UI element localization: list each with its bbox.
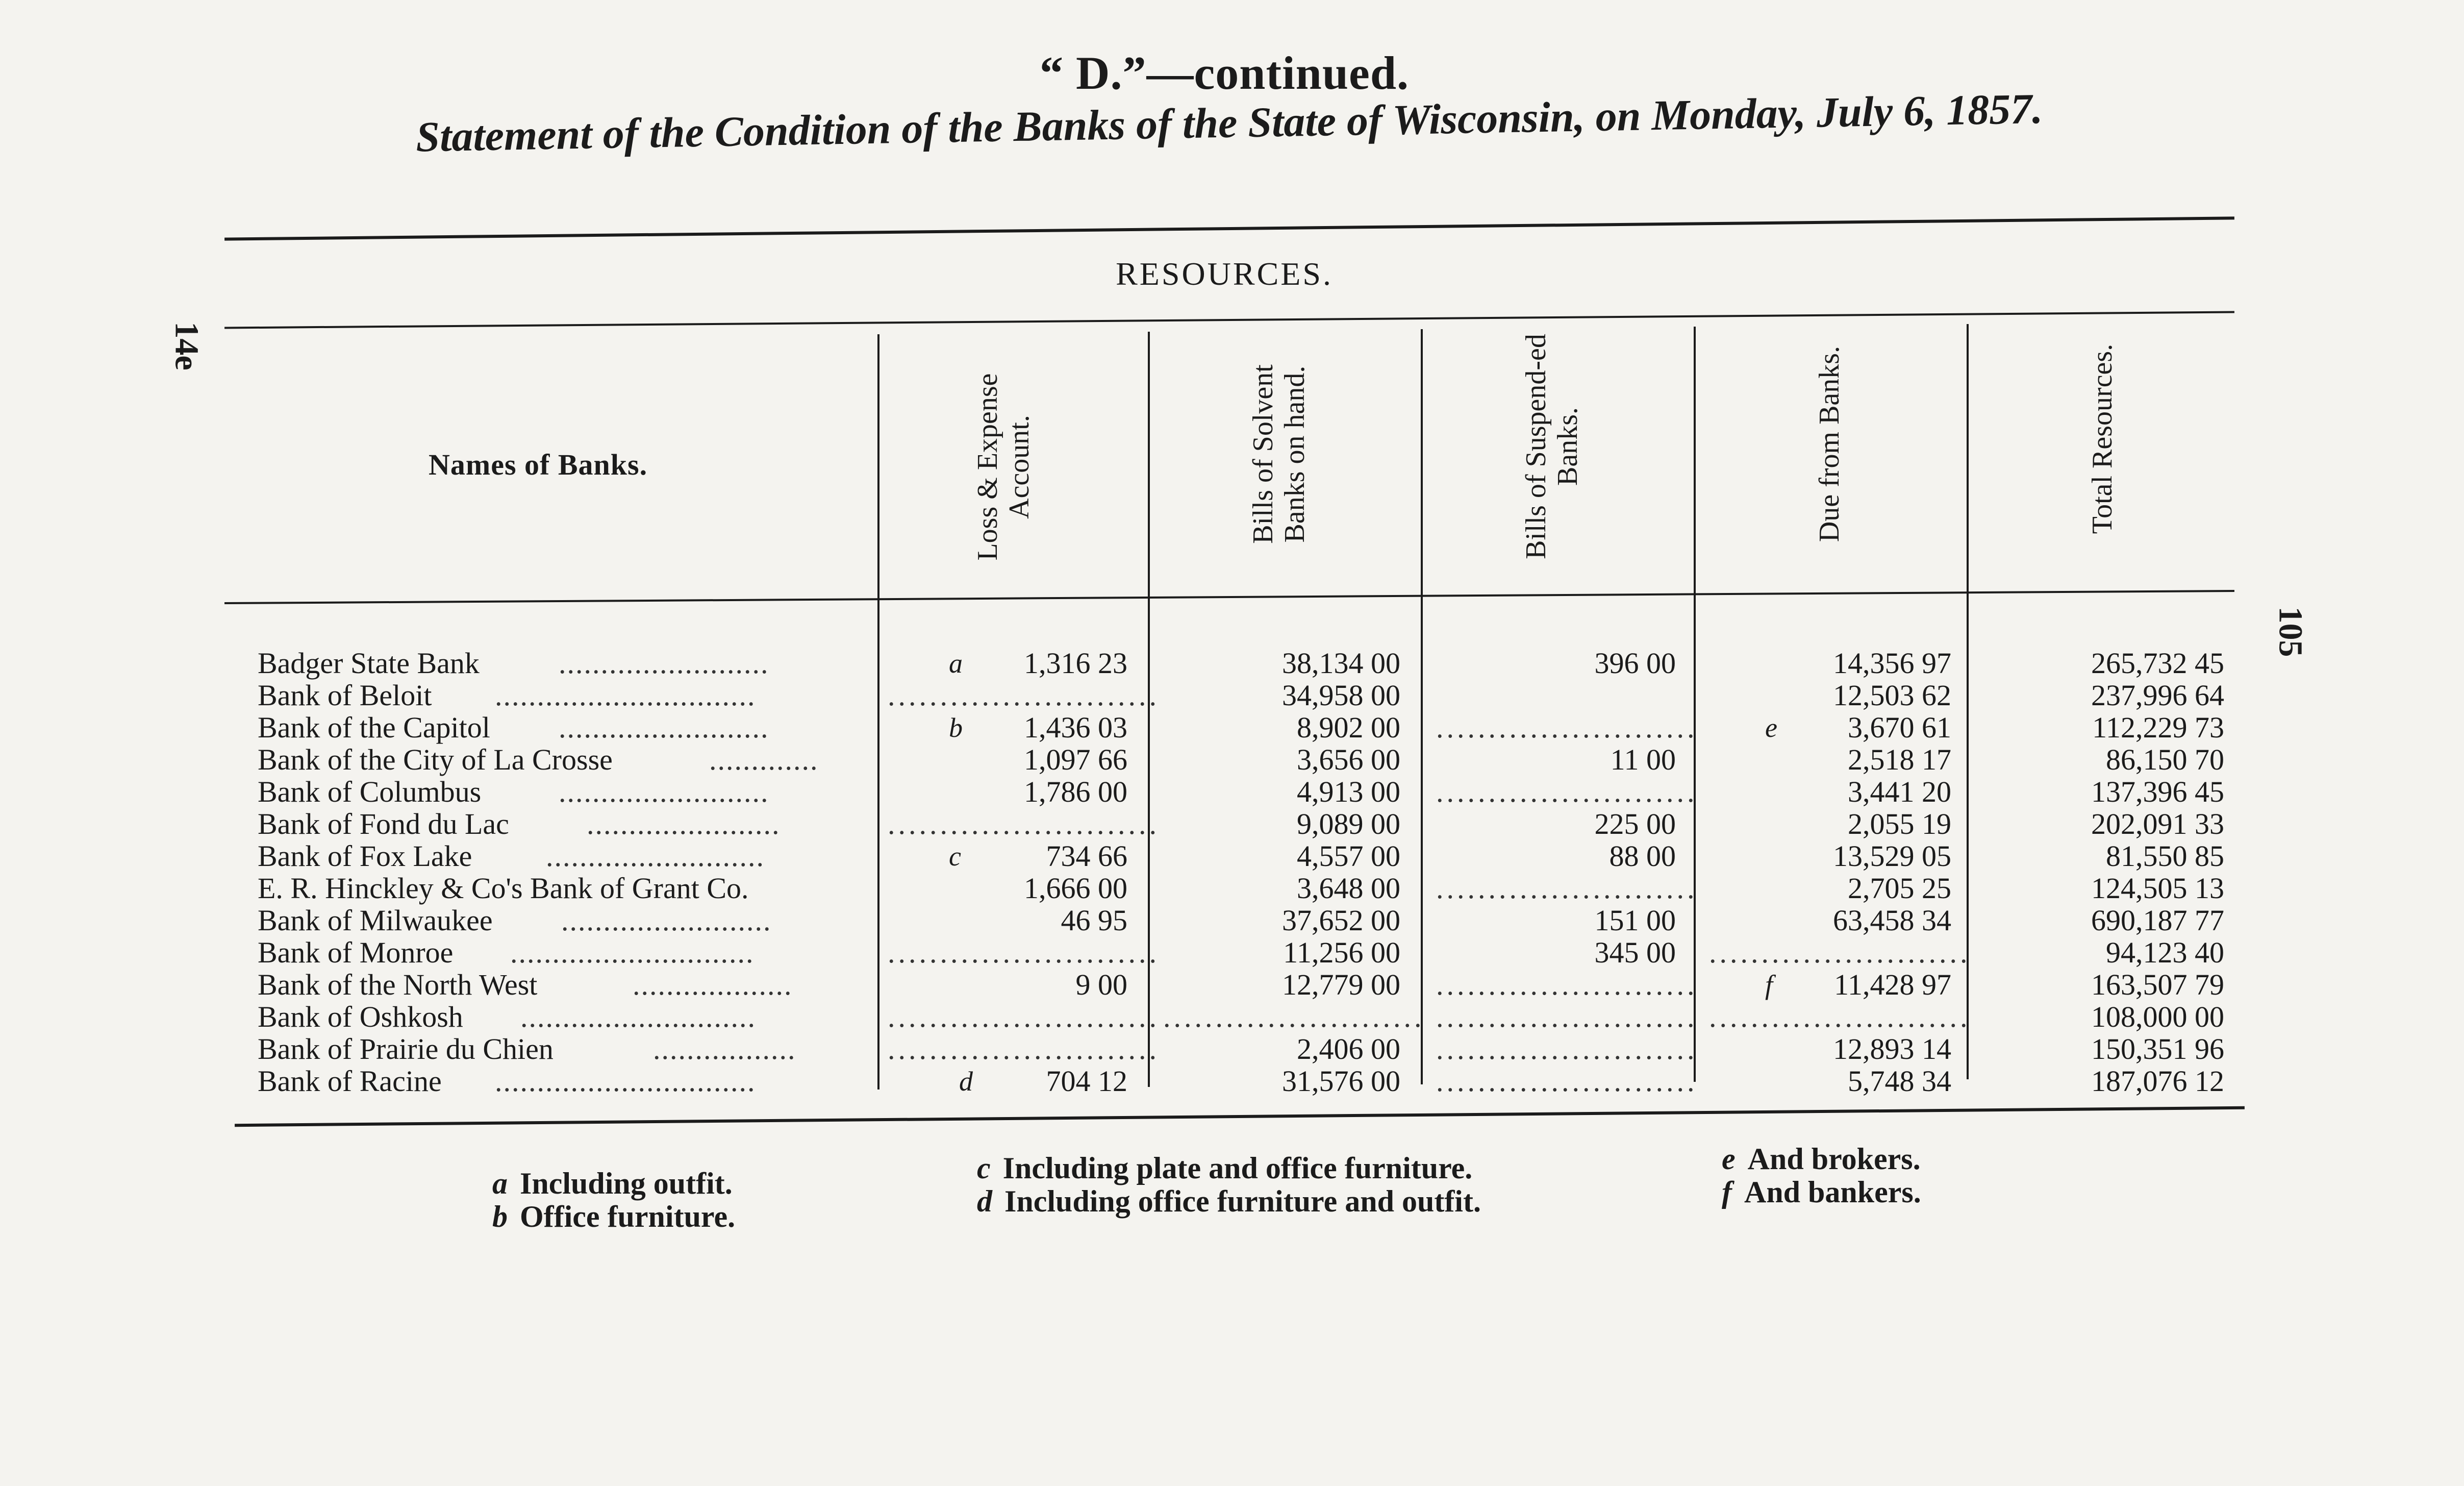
blank-entry: ......................... xyxy=(1436,1064,1698,1098)
bank-name: Bank of Columbus xyxy=(258,775,482,808)
margin-page-number-right: 105 xyxy=(2272,606,2309,657)
table-row xyxy=(0,841,2464,872)
table-row xyxy=(0,905,2464,936)
blank-entry: .......................... xyxy=(888,1032,1160,1066)
blank-entry: ......................... xyxy=(1709,1000,1971,1033)
footnote-letter: d xyxy=(977,1184,992,1218)
bills-suspended-value: 88 00 xyxy=(1609,839,1676,873)
footnote xyxy=(1722,1142,1921,1177)
footnote xyxy=(492,1199,735,1234)
footnotes xyxy=(0,1142,2464,1248)
bills-solvent-value: 4,913 00 xyxy=(1297,775,1400,808)
bills-solvent-value: 2,406 00 xyxy=(1297,1032,1400,1066)
header-bank-names: Names of Banks. xyxy=(429,448,648,481)
bank-name: Bank of the City of La Crosse xyxy=(258,743,613,776)
footnote-text: And brokers. xyxy=(1747,1142,1921,1176)
table-row xyxy=(0,809,2464,839)
bank-name: Bank of the Capitol xyxy=(258,711,490,744)
due-from-banks-value: 5,748 34 xyxy=(1848,1064,1951,1098)
footnote-marker: f xyxy=(1765,970,1773,1000)
due-from-banks-value: 3,441 20 xyxy=(1848,775,1951,808)
loss-expense-value: 9 00 xyxy=(1075,968,1127,1001)
total-resources-value: 150,351 96 xyxy=(2091,1032,2224,1066)
footnote-letter: f xyxy=(1722,1175,1732,1209)
loss-expense-value: 704 12 xyxy=(1046,1064,1127,1098)
bank-name: Bank of Oshkosh xyxy=(258,1000,463,1033)
footnote-marker: e xyxy=(1765,712,1777,743)
bank-name: Bank of Racine xyxy=(258,1064,442,1098)
loss-expense-value: 1,097 66 xyxy=(1024,743,1127,776)
bills-solvent-value: 37,652 00 xyxy=(1282,904,1400,937)
bank-name: Bank of the North West xyxy=(258,968,538,1001)
loss-expense-value: 1,666 00 xyxy=(1024,872,1127,905)
dot-leader: ................. xyxy=(653,1032,796,1066)
dot-leader: ............................ xyxy=(520,1000,756,1033)
dot-leader: ......................... xyxy=(559,775,769,808)
bank-name: Bank of Fond du Lac xyxy=(258,807,509,840)
table-row xyxy=(0,745,2464,775)
blank-entry: ......................... xyxy=(1436,775,1698,808)
blank-entry: ......................... xyxy=(1436,968,1698,1001)
bills-solvent-value: 34,958 00 xyxy=(1282,679,1400,712)
total-resources-value: 108,000 00 xyxy=(2091,1000,2224,1033)
dot-leader: ......................... xyxy=(559,711,769,744)
due-from-banks-value: 11,428 97 xyxy=(1834,968,1951,1001)
bank-name: Bank of Beloit xyxy=(258,679,432,712)
due-from-banks-value: 2,518 17 xyxy=(1848,743,1951,776)
loss-expense-value: 1,436 03 xyxy=(1024,711,1127,744)
bills-solvent-value: 8,902 00 xyxy=(1297,711,1400,744)
dot-leader: .......................... xyxy=(546,839,765,873)
footnote-text: And bankers. xyxy=(1744,1175,1921,1209)
blank-entry: ......................... xyxy=(1436,711,1698,744)
bills-solvent-value: 31,576 00 xyxy=(1282,1064,1400,1098)
total-resources-value: 81,550 85 xyxy=(2106,839,2224,873)
due-from-banks-value: 2,705 25 xyxy=(1848,872,1951,905)
header-due-from-banks: Due from Banks. xyxy=(1814,345,1845,542)
header-bills-suspended: Bills of Suspend-ed Banks. xyxy=(1520,334,1583,559)
blank-entry: ......................... xyxy=(1163,1000,1425,1033)
footnote xyxy=(492,1166,733,1201)
dot-leader: ......................... xyxy=(559,647,769,680)
loss-expense-value: 734 66 xyxy=(1046,839,1127,873)
due-from-banks-value: 3,670 61 xyxy=(1848,711,1951,744)
bills-solvent-value: 9,089 00 xyxy=(1297,807,1400,840)
dot-leader: ................... xyxy=(633,968,793,1001)
bills-suspended-value: 345 00 xyxy=(1594,936,1676,969)
blank-entry: .......................... xyxy=(888,679,1160,712)
bills-suspended-value: 225 00 xyxy=(1594,807,1676,840)
bank-name: Badger State Bank xyxy=(258,647,480,680)
total-resources-value: 137,396 45 xyxy=(2091,775,2224,808)
footnote-letter: c xyxy=(977,1151,991,1185)
table-row xyxy=(0,1034,2464,1064)
footnote-marker: b xyxy=(949,712,963,743)
blank-entry: ......................... xyxy=(1709,936,1971,969)
table-row xyxy=(0,970,2464,1000)
total-resources-value: 237,996 64 xyxy=(2091,679,2224,712)
total-resources-value: 124,505 13 xyxy=(2091,872,2224,905)
page-subtitle: Statement of the Condition of the Banks of the State of Wisconsin, on Monday, July 6, 1857. xyxy=(415,85,2043,161)
footnote-letter: a xyxy=(492,1167,508,1200)
footnote-marker: c xyxy=(949,841,961,872)
due-from-banks-value: 2,055 19 xyxy=(1848,807,1951,840)
header-rule xyxy=(224,590,2234,604)
dot-leader: ............................. xyxy=(510,936,755,969)
blank-entry: .......................... xyxy=(888,1000,1160,1033)
due-from-banks-value: 12,893 14 xyxy=(1833,1032,1951,1066)
total-resources-value: 202,091 33 xyxy=(2091,807,2224,840)
footnote-letter: e xyxy=(1722,1142,1736,1176)
table-row xyxy=(0,937,2464,968)
blank-entry: .......................... xyxy=(888,807,1160,840)
total-resources-value: 94,123 40 xyxy=(2106,936,2224,969)
section-label: RESOURCES. xyxy=(1116,256,1333,292)
total-resources-value: 265,732 45 xyxy=(2091,647,2224,680)
resources-rule xyxy=(224,311,2234,329)
table-row xyxy=(0,1066,2464,1097)
table-row xyxy=(0,648,2464,679)
bills-solvent-value: 4,557 00 xyxy=(1297,839,1400,873)
footnote-text: Including plate and office furniture. xyxy=(1002,1151,1473,1185)
margin-page-number-left: 14e xyxy=(168,321,206,370)
footnote-marker: d xyxy=(959,1066,973,1097)
bottom-rule xyxy=(235,1106,2245,1127)
loss-expense-value: 1,786 00 xyxy=(1024,775,1127,808)
top-rule xyxy=(224,216,2234,240)
total-resources-value: 690,187 77 xyxy=(2091,904,2224,937)
dot-leader: ............................... xyxy=(495,679,756,712)
due-from-banks-value: 14,356 97 xyxy=(1833,647,1951,680)
footnote-text: Office furniture. xyxy=(520,1200,736,1233)
bank-name: E. R. Hinckley & Co's Bank of Grant Co. xyxy=(258,872,749,905)
loss-expense-value: 1,316 23 xyxy=(1024,647,1127,680)
dot-leader: ............. xyxy=(709,743,819,776)
due-from-banks-value: 63,458 34 xyxy=(1833,904,1951,937)
bills-solvent-value: 38,134 00 xyxy=(1282,647,1400,680)
dot-leader: ............................... xyxy=(495,1064,756,1098)
blank-entry: ......................... xyxy=(1436,1032,1698,1066)
bank-name: Bank of Fox Lake xyxy=(258,839,472,873)
blank-entry: ......................... xyxy=(1436,1000,1698,1033)
bills-suspended-value: 11 00 xyxy=(1610,743,1676,776)
blank-entry: ......................... xyxy=(1436,872,1698,905)
footnote-marker: a xyxy=(949,648,963,679)
total-resources-value: 163,507 79 xyxy=(2091,968,2224,1001)
table-row xyxy=(0,1002,2464,1032)
dot-leader: ......................... xyxy=(561,904,772,937)
footnote xyxy=(977,1184,1481,1219)
bills-solvent-value: 11,256 00 xyxy=(1283,936,1400,969)
total-resources-value: 112,229 73 xyxy=(2092,711,2224,744)
header-loss-expense: Loss & Expense Account. xyxy=(972,373,1035,561)
table-row xyxy=(0,873,2464,904)
due-from-banks-value: 12,503 62 xyxy=(1833,679,1951,712)
footnote-letter: b xyxy=(492,1200,508,1233)
header-total-resources: Total Resources. xyxy=(2086,343,2118,534)
bank-name: Bank of Monroe xyxy=(258,936,454,969)
bills-suspended-value: 151 00 xyxy=(1594,904,1676,937)
loss-expense-value: 46 95 xyxy=(1061,904,1127,937)
table-row xyxy=(0,777,2464,807)
bills-solvent-value: 3,648 00 xyxy=(1297,872,1400,905)
blank-entry: .......................... xyxy=(888,936,1160,969)
total-resources-value: 187,076 12 xyxy=(2091,1064,2224,1098)
bank-name: Bank of Milwaukee xyxy=(258,904,493,937)
page-title: “ D.”—continued. xyxy=(1040,47,1409,99)
table-row xyxy=(0,712,2464,743)
footnote-text: Including outfit. xyxy=(520,1167,733,1200)
bills-solvent-value: 12,779 00 xyxy=(1282,968,1400,1001)
footnote xyxy=(1722,1175,1921,1210)
bills-solvent-value: 3,656 00 xyxy=(1297,743,1400,776)
table-row xyxy=(0,680,2464,711)
header-bills-solvent: Bills of Solvent Banks on hand. xyxy=(1247,364,1311,544)
footnote xyxy=(977,1151,1472,1186)
dot-leader: ....................... xyxy=(587,807,781,840)
due-from-banks-value: 13,529 05 xyxy=(1833,839,1951,873)
footnote-text: Including office furniture and outfit. xyxy=(1004,1184,1481,1218)
bank-name: Bank of Prairie du Chien xyxy=(258,1032,554,1066)
bills-suspended-value: 396 00 xyxy=(1594,647,1676,680)
total-resources-value: 86,150 70 xyxy=(2106,743,2224,776)
